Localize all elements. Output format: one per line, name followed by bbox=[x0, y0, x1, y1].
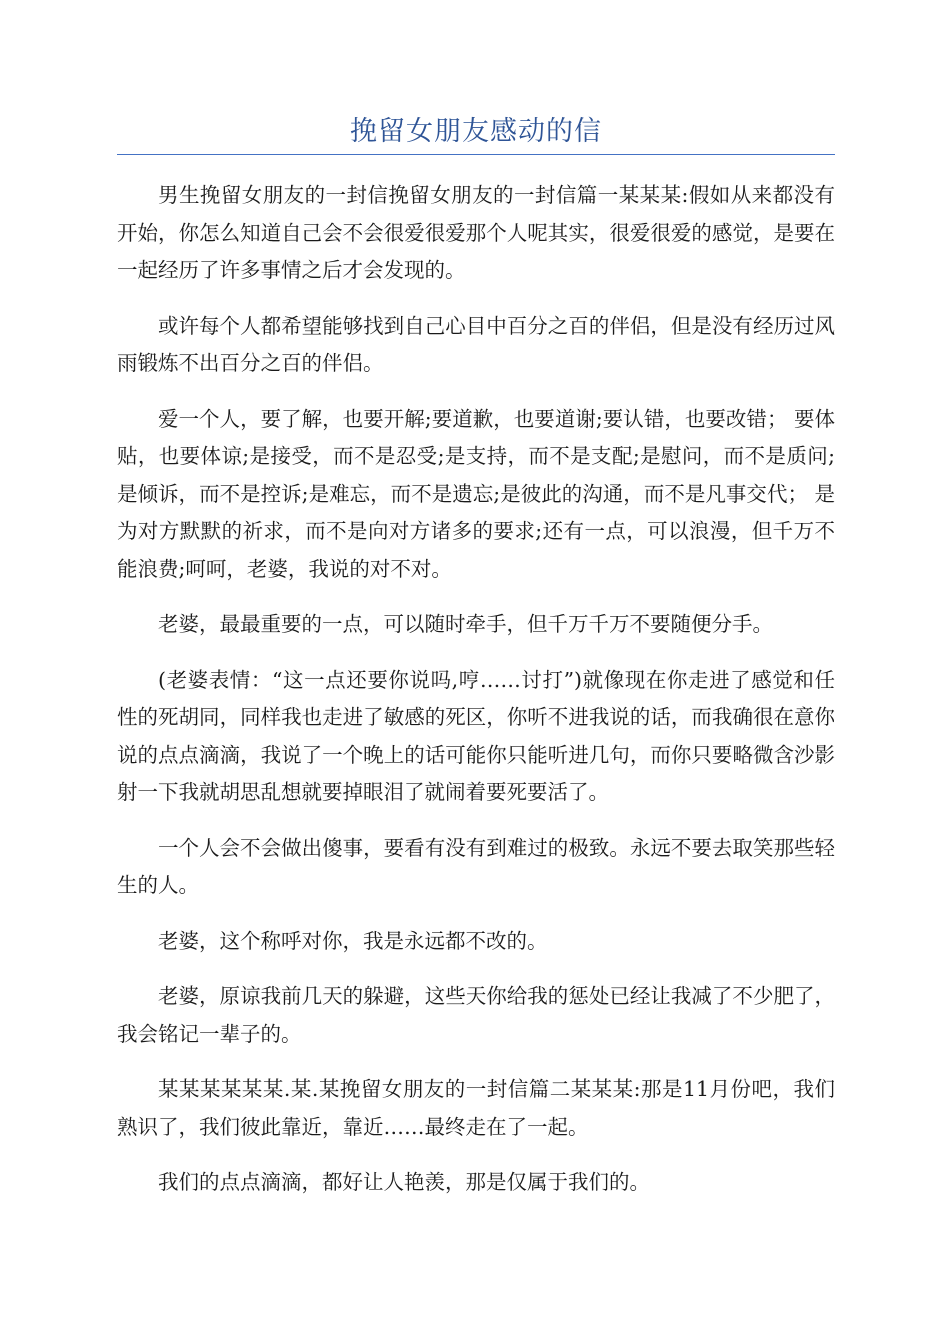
paragraph-1: 男生挽留女朋友的一封信挽留女朋友的一封信篇一某某某:假如从来都没有开始，你怎么知道自己会不会很爱很爱那个人呢其实，很爱很爱的感觉，是要在一起经历了许多事情之后才会发现的。 bbox=[117, 183, 835, 282]
title-underline bbox=[117, 154, 835, 155]
paragraph-7: 老婆，这个称呼对你，我是永远都不改的。 bbox=[158, 928, 548, 953]
paragraph-9: 某某某某某某.某.某挽留女朋友的一封信篇二某某某:那是11月份吧，我们熟识了，我们彼此靠近，靠近……最终走在了一起。 bbox=[117, 1077, 835, 1139]
paragraph-6: 一个人会不会做出傻事，要看有没有到难过的极致。永远不要去取笑那些轻生的人。 bbox=[117, 835, 835, 897]
paragraph-3: 爱一个人，要了解，也要开解;要道歉，也要道谢;要认错，也要改错； 要体贴，也要体谅;是接受，而不是忍受;是支持，而不是支配;是慰问，而不是质问;是倾诉，而不是控诉;是难忘，而不是遗忘;是彼此的沟通，而不是凡事交代； 是为对方默默的祈求，而不是向对方诸多的要求;还有一点，可以浪漫，但千万不能浪费;呵呵，老婆，我说的对不对。 bbox=[117, 406, 835, 581]
paragraph-10: 我们的点点滴滴，都好让人艳羡，那是仅属于我们的。 bbox=[158, 1170, 650, 1194]
paragraph-5: (老婆表情：“这一点还要你说吗,哼……讨打”)就像现在你走进了感觉和任性的死胡同，同样我也走进了敏感的死区，你听不进我说的话，而我确很在意你说的点点滴滴，我说了一个晚上的话可能你只能听进几句，而你只要略微含沙影射一下我就胡思乱想就要掉眼泪了就闹着要死要活了。 bbox=[117, 667, 835, 804]
paragraph-4: 老婆，最最重要的一点，可以随时牵手，但千万千万不要随便分手。 bbox=[158, 612, 773, 636]
paragraph-2: 或许每个人都希望能够找到自己心目中百分之百的伴侣，但是没有经历过风雨锻炼不出百分之百的伴侣。 bbox=[117, 313, 835, 375]
paragraph-8: 老婆，原谅我前几天的躲避，这些天你给我的惩处已经让我减了不少肥了，我会铭记一辈子的。 bbox=[117, 984, 835, 1046]
document-title: 挽留女朋友感动的信 bbox=[350, 116, 602, 147]
document-page bbox=[117, 0, 835, 1220]
